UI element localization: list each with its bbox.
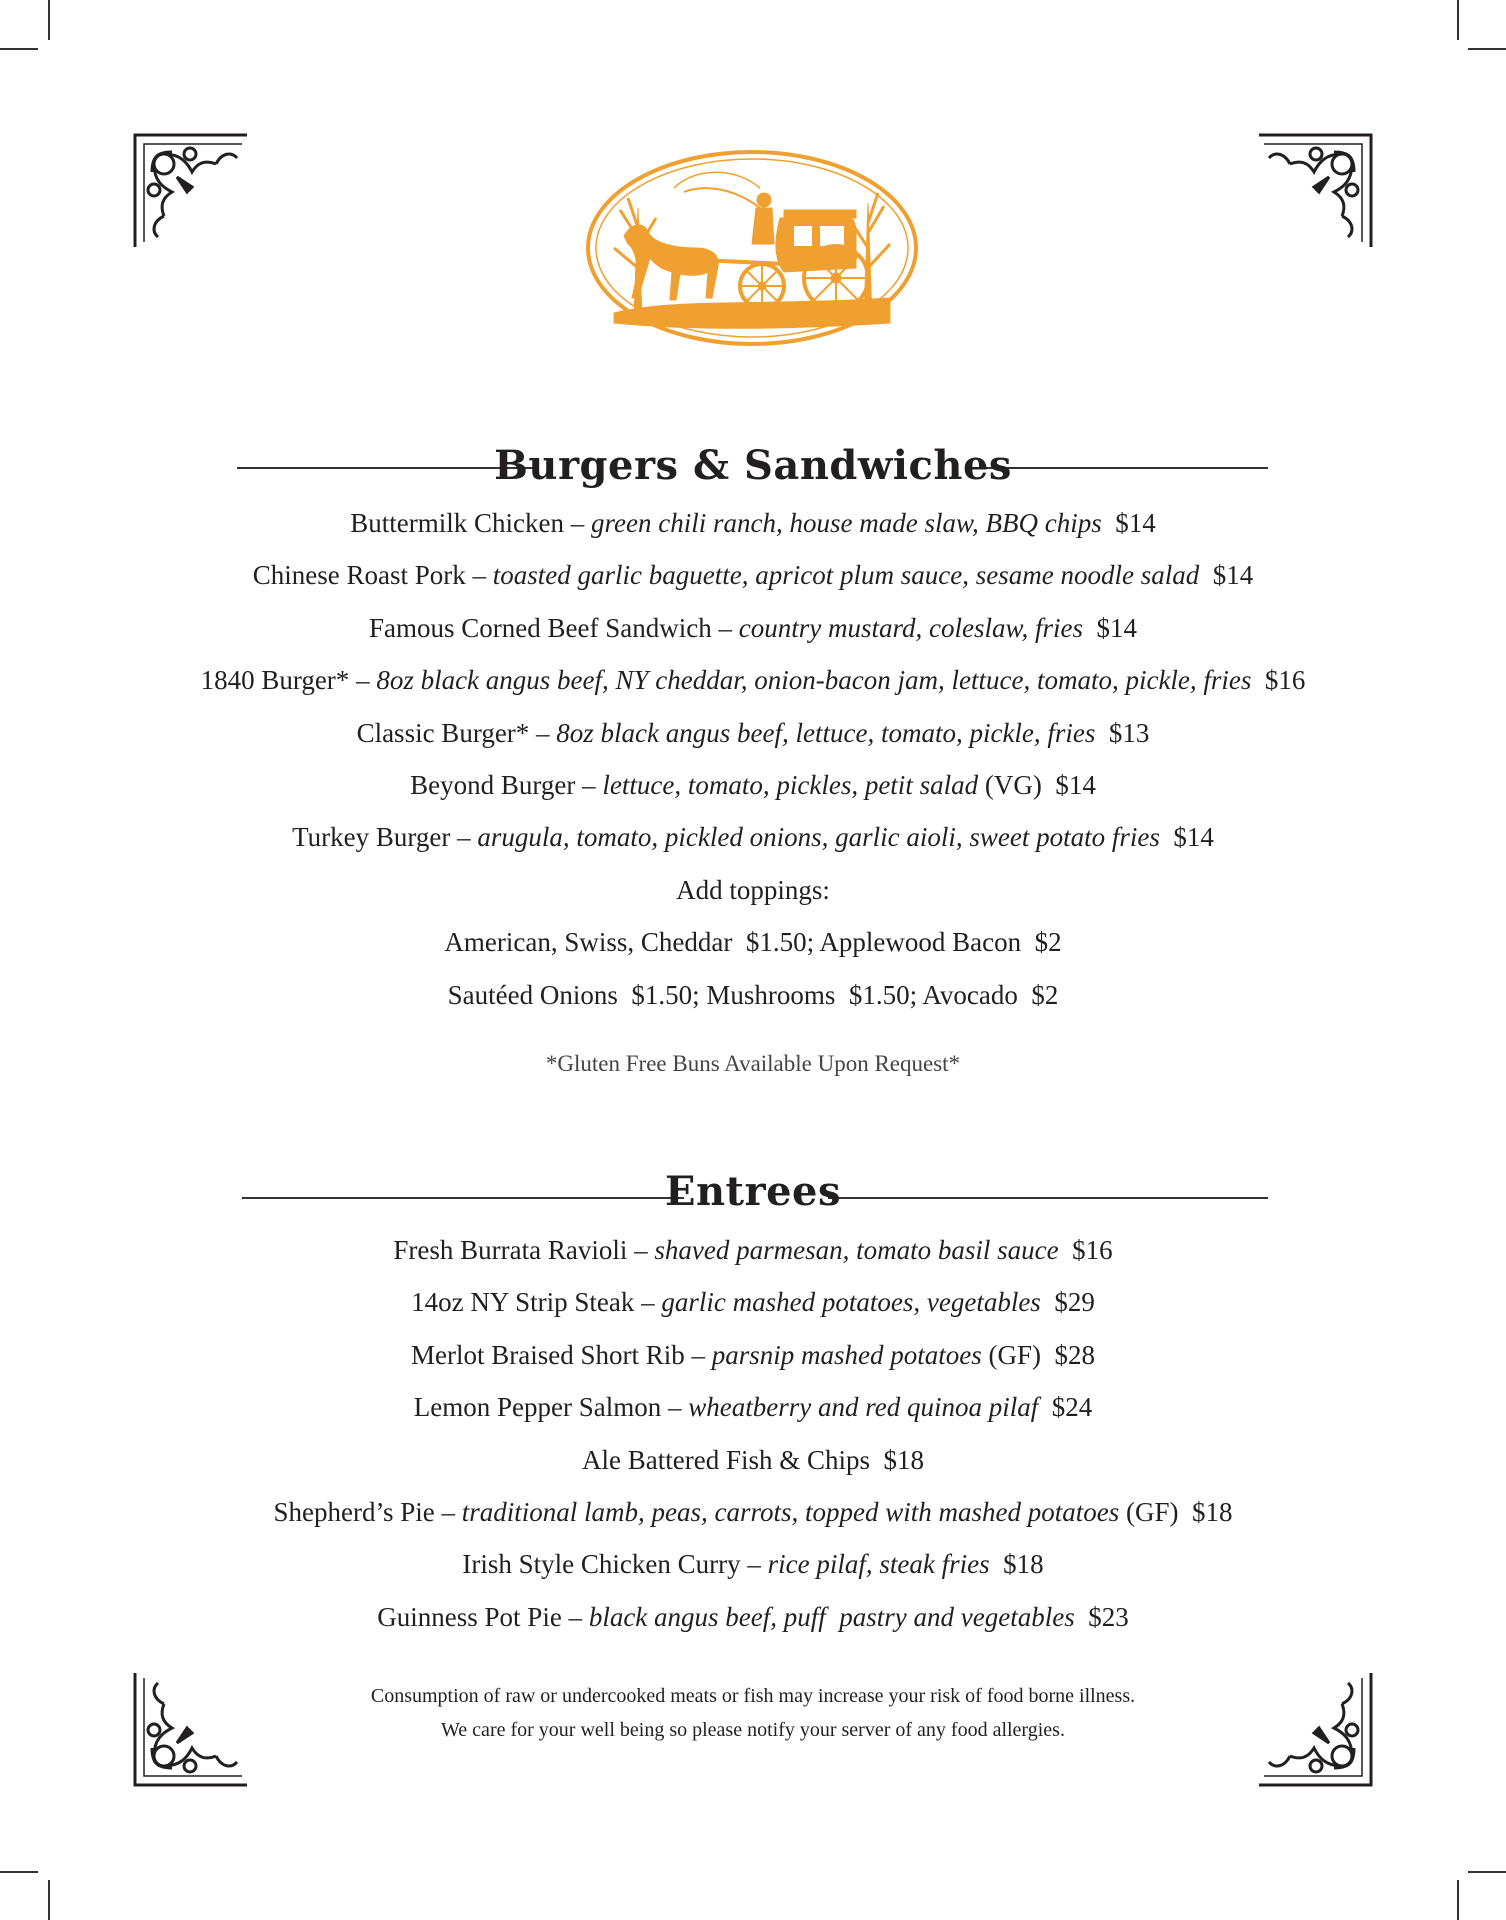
item-price: $18: [883, 1444, 924, 1475]
item-price: $18: [1192, 1496, 1233, 1527]
ornamental-corner-icon: [132, 132, 250, 250]
item-price: $24: [1051, 1392, 1093, 1423]
item-name: 1840 Burger*: [200, 665, 350, 696]
item-name: Irish Style Chicken Curry: [462, 1549, 741, 1580]
item-price: $14: [1096, 612, 1137, 643]
item-name: Classic Burger*: [356, 717, 530, 748]
item-description: shaved parmesan, tomato basil sauce: [654, 1235, 1059, 1265]
item-description: garlic mashed potatoes, vegetables: [661, 1287, 1041, 1318]
crop-mark: [0, 1871, 38, 1873]
item-name: Guinness Pot Pie: [377, 1601, 562, 1632]
item-description: lettuce, tomato, pickles, petit salad: [602, 769, 979, 800]
crop-mark: [1468, 48, 1506, 50]
item-price: $14: [1212, 560, 1254, 591]
toppings-line: American, Swiss, Cheddar $1.50; Applewood Bacon $2: [444, 927, 1062, 958]
item-name: Lemon Pepper Salmon: [413, 1392, 662, 1423]
menu-item: Chinese Roast Pork – toasted garlic baguette, apricot plum sauce, sesame noodle salad $14: [252, 560, 1254, 591]
disclaimer-line: Consumption of raw or undercooked meats or fish may increase your risk of food borne illness.: [370, 1685, 1136, 1707]
item-name: 14oz NY Strip Steak: [411, 1287, 635, 1318]
item-name: Beyond Burger: [410, 769, 576, 800]
item-price: $14: [1055, 769, 1096, 800]
menu-item: 1840 Burger* – 8oz black angus beef, NY cheddar, onion-bacon jam, lettuce, tomato, pickle, fries $16: [200, 665, 1306, 696]
item-description: black angus beef, puff pastry and vegetables: [588, 1601, 1075, 1632]
item-price: $28: [1054, 1339, 1095, 1370]
item-description: green chili ranch, house made slaw, BBQ chips: [591, 508, 1102, 538]
item-name: Fresh Burrata Ravioli: [393, 1235, 628, 1265]
section-title: Burgers & Sandwiches: [494, 442, 1012, 489]
item-price: $18: [1003, 1549, 1044, 1580]
item-name: Ale Battered Fish & Chips: [582, 1444, 870, 1475]
item-price: $16: [1264, 665, 1306, 696]
burgers-menu-list: [0, 497, 1506, 1021]
item-tag: (GF): [988, 1339, 1041, 1370]
entrees-menu-list: [0, 1224, 1506, 1643]
item-tag: (GF): [1126, 1496, 1179, 1527]
crop-mark: [1468, 1871, 1506, 1873]
gluten-free-note: *Gluten Free Buns Available Upon Request*: [545, 1051, 961, 1076]
crop-mark: [1457, 0, 1459, 40]
item-name: Turkey Burger: [292, 822, 451, 853]
disclaimer: [0, 1679, 1506, 1747]
item-price: $23: [1088, 1601, 1129, 1632]
item-price: $13: [1108, 717, 1150, 748]
item-price: $14: [1173, 822, 1214, 853]
crop-mark: [0, 48, 38, 50]
menu-item: Lemon Pepper Salmon – wheatberry and red quinoa pilaf $24: [413, 1392, 1093, 1423]
item-name: Famous Corned Beef Sandwich: [369, 612, 712, 643]
toppings-line: Sautéed Onions $1.50; Mushrooms $1.50; Avocado $2: [447, 979, 1059, 1010]
section-heading-entrees: [0, 1166, 1506, 1226]
menu-item: 14oz NY Strip Steak – garlic mashed potatoes, vegetables $29: [411, 1287, 1095, 1318]
section-title: Entrees: [664, 1168, 842, 1215]
crop-mark: [48, 0, 50, 40]
item-price: $29: [1054, 1287, 1095, 1318]
crop-mark: [1457, 1880, 1459, 1920]
menu-item: Buttermilk Chicken – green chili ranch, house made slaw, BBQ chips $14: [350, 508, 1156, 538]
item-description: parsnip mashed potatoes: [711, 1339, 982, 1370]
item-description: arugula, tomato, pickled onions, garlic aioli, sweet potato fries: [477, 822, 1160, 853]
item-price: $14: [1115, 508, 1156, 538]
menu-item: Famous Corned Beef Sandwich – country mustard, coleslaw, fries $14: [369, 612, 1137, 643]
item-description: 8oz black angus beef, NY cheddar, onion-bacon jam, lettuce, tomato, pickle, fries: [376, 665, 1252, 696]
menu-item: Fresh Burrata Ravioli – shaved parmesan, tomato basil sauce $16: [393, 1235, 1113, 1265]
item-description: toasted garlic baguette, apricot plum sauce, sesame noodle salad: [492, 560, 1200, 591]
menu-item: Irish Style Chicken Curry – rice pilaf, steak fries $18: [462, 1549, 1044, 1580]
item-name: Buttermilk Chicken: [350, 508, 565, 538]
menu-item: Shepherd’s Pie – traditional lamb, peas, carrots, topped with mashed potatoes (GF) $18: [273, 1496, 1233, 1527]
item-description: rice pilaf, steak fries: [767, 1549, 990, 1580]
disclaimer-line: We care for your well being so please notify your server of any food allergies.: [441, 1719, 1065, 1741]
menu-item: Beyond Burger – lettuce, tomato, pickles, petit salad (VG) $14: [410, 769, 1096, 800]
item-description: country mustard, coleslaw, fries: [738, 612, 1083, 643]
item-name: Chinese Roast Pork: [252, 560, 466, 591]
item-description: 8oz black angus beef, lettuce, tomato, pickle, fries: [556, 717, 1096, 748]
item-name: Shepherd’s Pie: [273, 1496, 435, 1527]
item-description: wheatberry and red quinoa pilaf: [688, 1392, 1039, 1423]
toppings-label: Add toppings:: [676, 874, 830, 905]
menu-item: Turkey Burger – arugula, tomato, pickled onions, garlic aioli, sweet potato fries $14: [292, 822, 1214, 853]
item-description: traditional lamb, peas, carrots, topped with mashed potatoes: [461, 1496, 1120, 1527]
menu-item: Merlot Braised Short Rib – parsnip mashed potatoes (GF) $28: [411, 1339, 1095, 1370]
menu-item: Classic Burger* – 8oz black angus beef, lettuce, tomato, pickle, fries $13: [356, 717, 1150, 748]
ornamental-corner-icon: [1256, 132, 1374, 250]
horse-carriage-logo: [584, 148, 920, 348]
menu-item: [0, 1434, 1506, 1486]
section-heading-burgers: [0, 438, 1506, 498]
menu-item: Guinness Pot Pie – black angus beef, puff pastry and vegetables $23: [377, 1601, 1129, 1632]
item-name: Merlot Braised Short Rib: [411, 1339, 685, 1370]
crop-mark: [48, 1880, 50, 1920]
item-price: $16: [1072, 1235, 1113, 1265]
item-tag: (VG): [984, 769, 1042, 800]
